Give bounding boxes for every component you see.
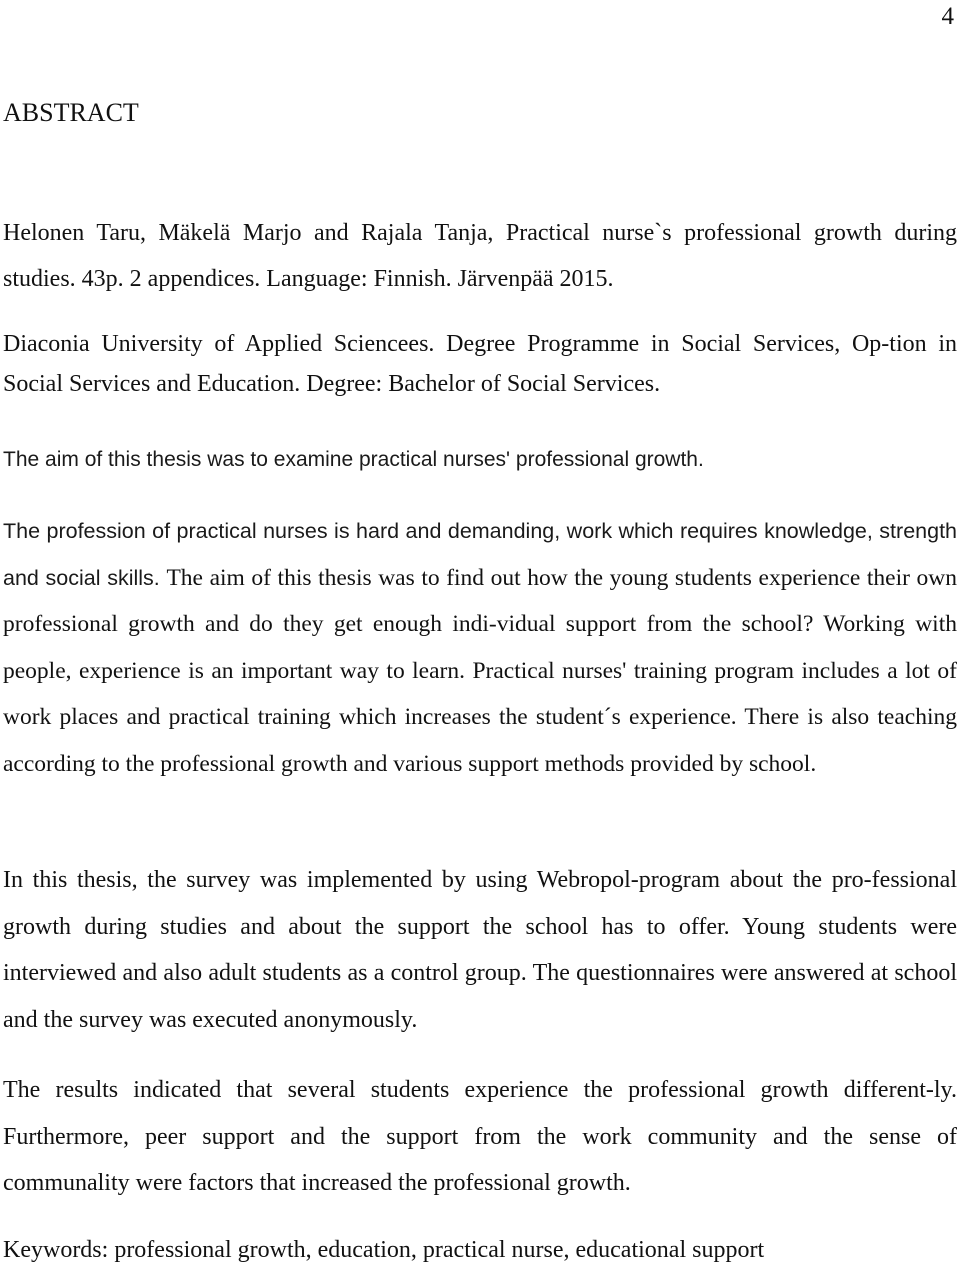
aim-sentence: The aim of this thesis was to examine practical nurses' professional growth. <box>3 448 704 471</box>
abstract-paragraph-1 <box>3 508 957 787</box>
page-number: 4 <box>941 3 954 30</box>
paragraph-1-continuation: The aim of this thesis was to find out how the young students experience their own professional growth and do they get enough indi-vidual support from the school? Working with people, experience is an important way to learn. Practical nurses' training program includes a lot of work places and practical training which increases the student´s experience. There is also teaching according to the professional growth and various support methods provided by school. <box>3 564 957 777</box>
keywords-line: Keywords: professional growth, education, practical nurse, educational support <box>3 1237 765 1263</box>
abstract-heading: ABSTRACT <box>3 98 139 127</box>
institution-degree-info: Diaconia University of Applied Sciencees. Degree Programme in Social Services, Op-tion in Social Services and Education. Degree: Bachelor of Social Services. <box>3 331 957 397</box>
bibliographic-reference: Helonen Taru, Mäkelä Marjo and Rajala Tanja, Practical nurse`s professional growth during studies. 43p. 2 appendices. Language: Finnish. Järvenpää 2015. <box>3 220 957 292</box>
paragraph-1-opening: The profession of practical nurses is hard and demanding, work which requires knowledge, strength and social skills. <box>3 519 957 590</box>
abstract-paragraph-2: In this thesis, the survey was implemented by using Webropol-program about the pro-fessional growth during studies and about the support the school has to offer. Young students were interviewed and also adult students as a control group. The questionnaires were answered at school and the survey was executed anonymously. <box>3 867 957 1033</box>
abstract-paragraph-3: The results indicated that several students experience the professional growth different-ly. Furthermore, peer support and the support from the work community and the sense of communality were factors that increased the professional growth. <box>3 1077 957 1196</box>
